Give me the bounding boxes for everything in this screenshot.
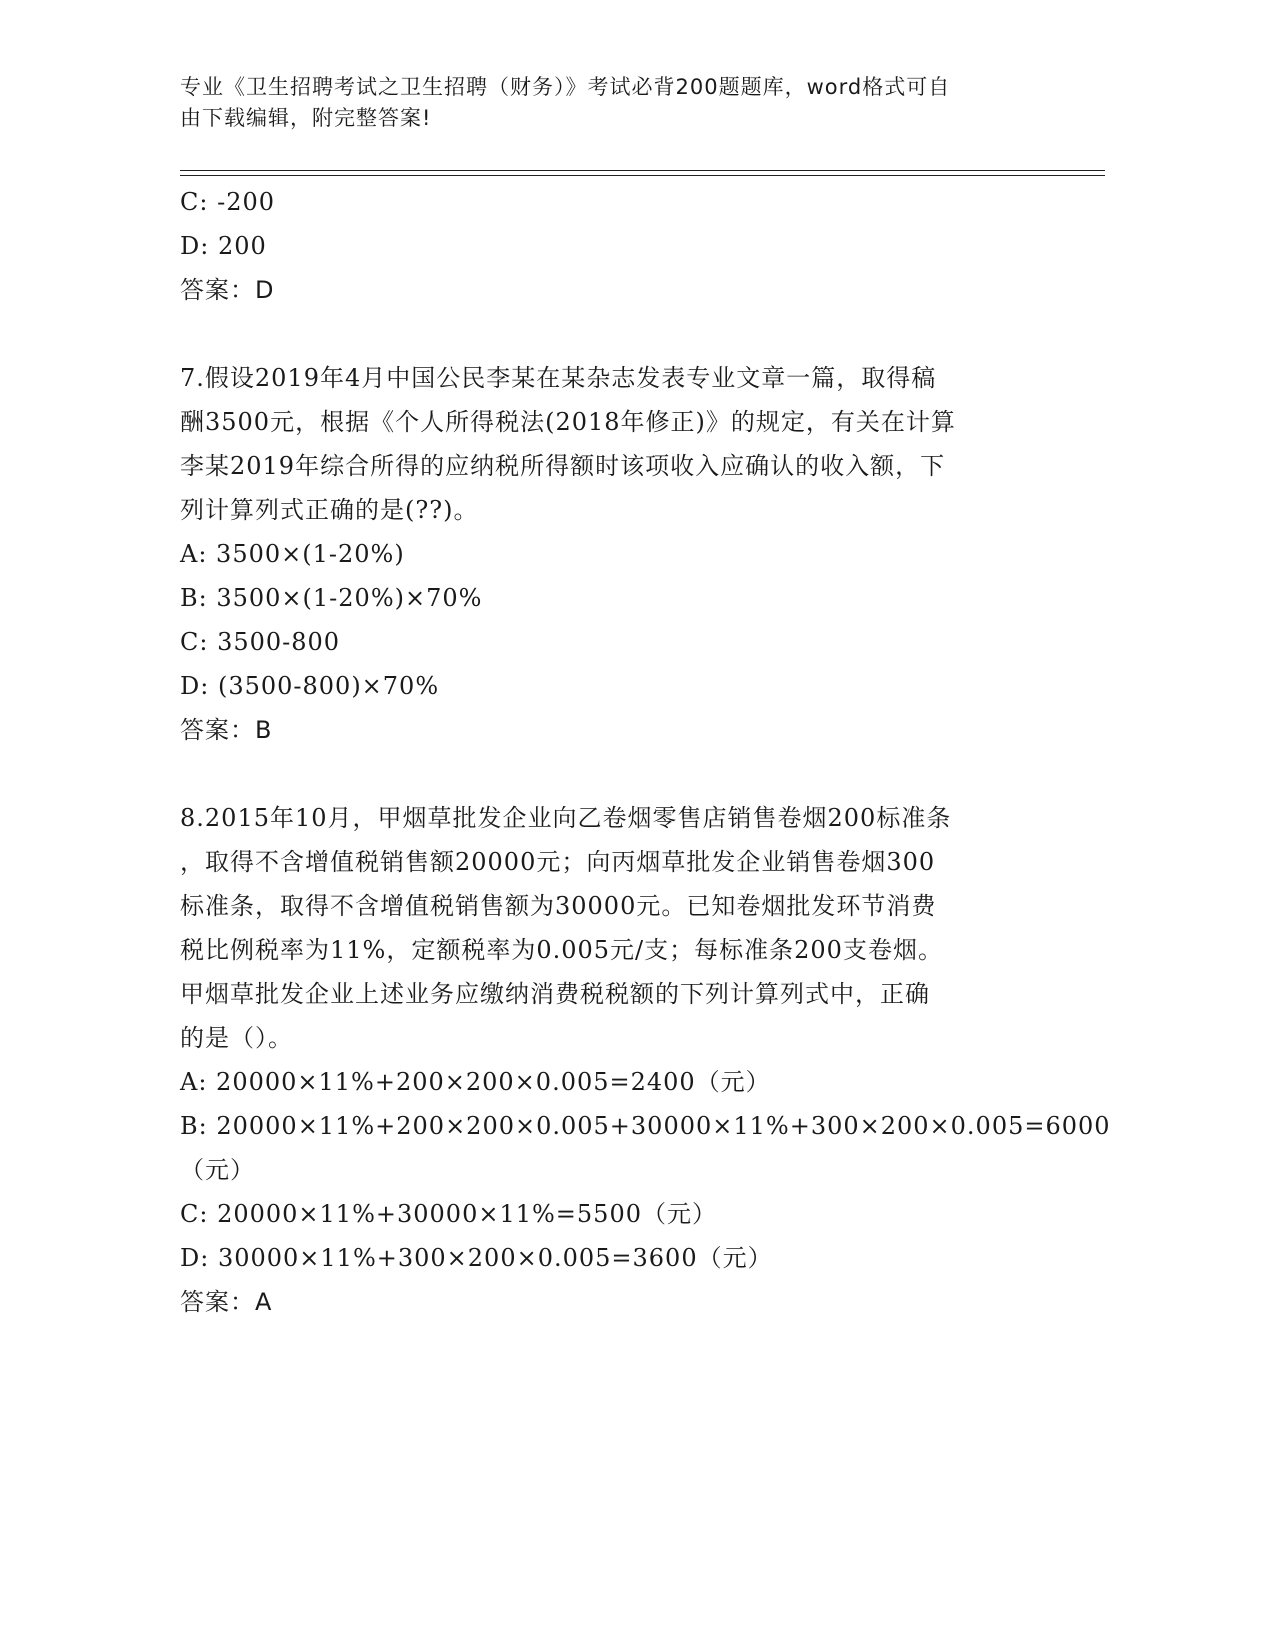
question-8 <box>180 796 1111 1324</box>
option-c: C: -200 <box>180 188 275 216</box>
question-7 <box>180 356 1040 752</box>
question-text-line: ，取得不含增值税销售额20000元；向丙烟草批发企业销售卷烟300 <box>180 848 936 876</box>
option-b: B: 20000×11%+200×200×0.005+30000×11%+300×200×0.005=6000 <box>180 1112 1111 1140</box>
option-a: A: 20000×11%+200×200×0.005=2400（元） <box>180 1068 771 1096</box>
option-a: A: 3500×(1-20%) <box>180 540 405 568</box>
option-c: C: 20000×11%+30000×11%=5500（元） <box>180 1200 717 1228</box>
question-text-line: 的是（）。 <box>180 1024 293 1052</box>
option-b-continued: （元） <box>180 1156 255 1184</box>
spacer <box>180 312 1040 356</box>
option-c: C: 3500-800 <box>180 628 341 656</box>
question-text-line: 税比例税率为11%，定额税率为0.005元/支；每标准条200支卷烟。 <box>180 936 943 964</box>
option-d: D: 200 <box>180 232 267 260</box>
question-text-line: 酬3500元，根据《个人所得税法(2018年修正)》的规定，有关在计算 <box>180 408 956 436</box>
question-text-line: 甲烟草批发企业上述业务应缴纳消费税税额的下列计算列式中，正确 <box>180 980 930 1008</box>
option-d: D: (3500-800)×70% <box>180 672 440 700</box>
question-text-line: 8.2015年10月，甲烟草批发企业向乙卷烟零售店销售卷烟200标准条 <box>180 804 952 832</box>
answer: 答案：A <box>180 1288 273 1316</box>
answer: 答案：D <box>180 276 275 304</box>
header-line-2: 由下载编辑，附完整答案! <box>180 106 432 130</box>
question-text-line: 7.假设2019年4月中国公民李某在某杂志发表专业文章一篇，取得稿 <box>180 364 937 392</box>
header-rule-top <box>180 170 1105 171</box>
answer: 答案：B <box>180 716 273 744</box>
question-text-line: 列计算列式正确的是(??)。 <box>180 496 479 524</box>
document-header <box>180 72 1030 134</box>
question-text-line: 标准条，取得不含增值税销售额为30000元。已知卷烟批发环节消费 <box>180 892 937 920</box>
header-rule-bottom <box>180 175 1105 176</box>
header-line-1: 专业《卫生招聘考试之卫生招聘（财务）》考试必背200题题库，word格式可自 <box>180 75 951 99</box>
document-body <box>180 180 1111 1324</box>
prev-question <box>180 180 1040 312</box>
question-text-line: 李某2019年综合所得的应纳税所得额时该项收入应确认的收入额，下 <box>180 452 946 480</box>
option-d: D: 30000×11%+300×200×0.005=3600（元） <box>180 1244 773 1272</box>
option-b: B: 3500×(1-20%)×70% <box>180 584 483 612</box>
spacer <box>180 752 1040 796</box>
